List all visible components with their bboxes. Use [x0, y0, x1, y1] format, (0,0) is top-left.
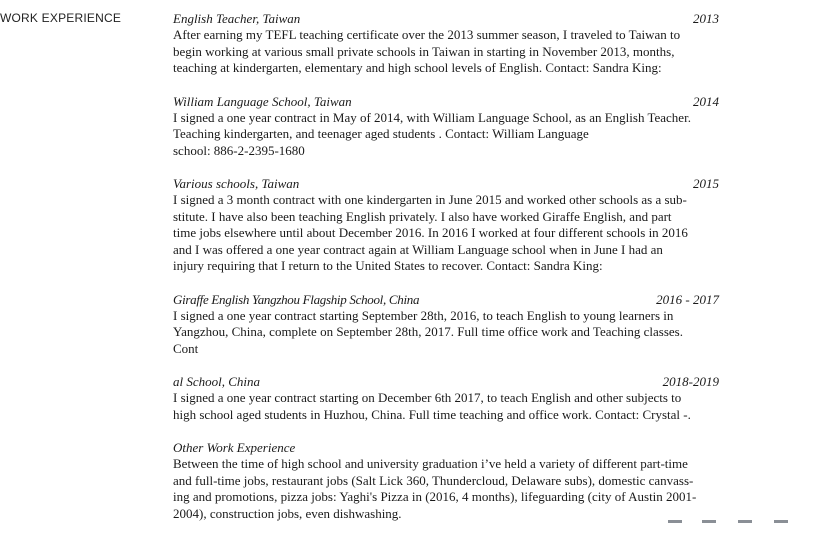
entry-header [173, 11, 753, 27]
description-line: stitute. I have also been teaching English privately. I also have worked Giraffe English, and part [173, 208, 672, 224]
experience-entry [173, 292, 753, 358]
experience-entry [173, 374, 753, 423]
description-line: injury requiring that I return to the United States to recover. Contact: Sandra King: [173, 258, 603, 273]
entry-title: Various schools, Taiwan [173, 176, 300, 191]
entry-description [173, 110, 753, 160]
entry-description [173, 390, 753, 423]
description-line: Teaching kindergarten, and teenager aged students . Contact: William Language [173, 126, 589, 141]
description-line: Between the time of high school and university graduation i’ve held a variety of different part-time [173, 456, 688, 471]
entry-date: 2014 [693, 93, 719, 109]
description-line: high school aged students in Huzhou, China. Full time teaching and office work. Contact: Crystal -. [173, 406, 691, 422]
entry-description [173, 192, 753, 275]
description-line: ing and promotions, pizza jobs: Yaghi's Pizza in (2016, 4 months), lifeguarding (city of Austin 2001- [173, 489, 697, 504]
description-line: school: 886-2-2395-1680 [173, 142, 305, 158]
entry-title: al School, China [173, 374, 261, 389]
entry-date: 2013 [693, 11, 719, 26]
description-line: Cont [173, 340, 199, 356]
entry-header [173, 292, 753, 308]
experience-entry [173, 11, 753, 77]
entry-description [173, 456, 753, 522]
entry-header [173, 440, 753, 456]
entry-date: 2016 - 2017 [656, 291, 719, 307]
entry-title: William Language School, Taiwan [173, 93, 352, 109]
entry-title: Other Work Experience [173, 440, 296, 455]
entry-date: 2015 [693, 176, 719, 191]
description-line: After earning my TEFL teaching certificate over the 2013 summer season, I traveled to Taiwan to [173, 27, 681, 42]
entry-title: English Teacher, Taiwan [173, 11, 301, 26]
entry-header [173, 94, 753, 110]
experience-entry [173, 440, 753, 522]
entry-header [173, 374, 753, 390]
description-line: I signed a 3 month contract with one kindergarten in June 2015 and worked other schools as a sub- [173, 192, 687, 207]
description-line: and full-time jobs, restaurant jobs (Salt Lick 360, Thundercloud, Delaware subs), domestic canvass- [173, 472, 694, 488]
experience-entry [173, 176, 753, 275]
entry-description [173, 308, 753, 358]
description-line: I signed a one year contract in May of 2014, with William Language School, as an English Teacher. [173, 109, 691, 125]
entry-title: Giraffe English Yangzhou Flagship School, China [173, 291, 420, 307]
description-line: teaching at kindergarten, elementary and high school levels of English. Contact: Sandra King: [173, 60, 662, 75]
work-experience-list [173, 11, 753, 539]
description-line: I signed a one year contract starting on December 6th 2017, to teach English and other subjects to [173, 390, 682, 405]
entry-header [173, 176, 753, 192]
description-line: begin working at various small private schools in Taiwan in starting in November 2013, months, [173, 43, 675, 59]
description-line: 2004), construction jobs, even dishwashing. [173, 505, 402, 521]
experience-entry [173, 94, 753, 160]
entry-description [173, 27, 753, 77]
section-label: WORK EXPERIENCE [0, 11, 122, 25]
description-line: I signed a one year contract starting September 28th, 2016, to teach English to young learners in [173, 307, 674, 323]
description-line: time jobs elsewhere until about December 2016. In 2016 I worked at four different schools in 2016 [173, 225, 688, 240]
description-line: and I was offered a one year contract again at William Language school when in June I had an [173, 241, 663, 257]
description-line: Yangzhou, China, complete on September 28th, 2017. Full time office work and Teaching classes. [173, 324, 683, 339]
entry-date: 2018-2019 [662, 374, 719, 389]
